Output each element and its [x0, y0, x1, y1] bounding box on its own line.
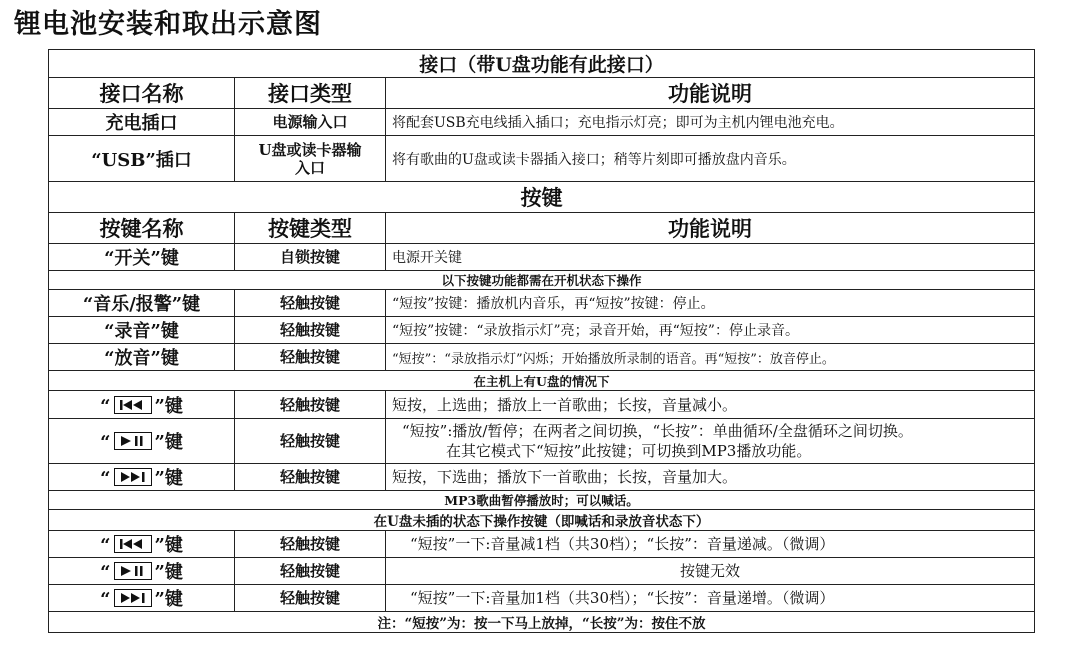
key-name: [49, 531, 235, 558]
note-usb: 在主机上有U盘的情况下: [49, 371, 1035, 391]
key-type: 轻触按键: [235, 391, 386, 419]
table-row: [49, 317, 1035, 344]
header-key-name: 按键名称: [49, 213, 235, 244]
key-name: [49, 419, 235, 464]
key-desc: 短按，下选曲；播放下一首歌曲；长按，音量加大。: [386, 464, 1035, 491]
quote-close: ”键: [154, 562, 183, 583]
key-desc-line2: 在其它模式下“短按”此按键；可切换到MP3播放功能。: [446, 442, 812, 460]
interface-desc: 将配套USB充电线插入插口；充电指示灯亮；即可为主机内锂电池充电。: [386, 109, 1035, 136]
quote-open: “: [100, 432, 111, 453]
header-key-function: 功能说明: [386, 213, 1035, 244]
key-type: 轻触按键: [235, 290, 386, 317]
key-name: “放音”键: [49, 344, 235, 371]
interface-section-row: [49, 50, 1035, 78]
keys-section-row: [49, 182, 1035, 213]
key-name: [49, 391, 235, 419]
interface-type: U盘或读卡器输入口: [235, 136, 386, 182]
quote-close: ”键: [154, 589, 183, 610]
key-desc-line1: “短按”:播放/暂停；在两者之间切换，“长按”：单曲循环/全盘循环之间切换。: [402, 422, 913, 440]
play-pause-icon: [114, 432, 152, 450]
note-row: [49, 491, 1035, 510]
next-icon: [114, 589, 152, 607]
key-desc: 电源开关键: [386, 244, 1035, 271]
table-row: [49, 136, 1035, 182]
interface-name: 充电插口: [49, 109, 235, 136]
key-type: 轻触按键: [235, 344, 386, 371]
interface-type: 电源输入口: [235, 109, 386, 136]
quote-open: “: [100, 395, 111, 417]
header-key-type: 按键类型: [235, 213, 386, 244]
key-type: 轻触按键: [235, 531, 386, 558]
table-row: [49, 109, 1035, 136]
quote-open: “: [100, 468, 111, 489]
table-row: [49, 464, 1035, 491]
keys-header-row: [49, 213, 1035, 244]
interface-name: “USB”插口: [49, 136, 235, 182]
table-row: [49, 585, 1035, 612]
key-type: 轻触按键: [235, 419, 386, 464]
table-row: [49, 290, 1035, 317]
key-name: “音乐/报警”键: [49, 290, 235, 317]
note-powered: 以下按键功能都需在开机状态下操作: [49, 271, 1035, 290]
note-mp3: MP3歌曲暂停播放时；可以喊话。: [49, 491, 1035, 510]
quote-close: ”键: [154, 395, 183, 417]
page-title: 锂电池安装和取出示意图: [14, 9, 322, 40]
key-type: 自锁按键: [235, 244, 386, 271]
note-no-usb: 在U盘未插的状态下操作按键（即喊话和录放音状态下）: [49, 510, 1035, 531]
header-interface-name: 接口名称: [49, 78, 235, 109]
quote-close: ”键: [154, 432, 183, 453]
key-desc: [386, 419, 1035, 464]
key-desc: 短按，上选曲；播放上一首歌曲；长按，音量减小。: [386, 391, 1035, 419]
key-desc: “短按”一下:音量加1档（共30档）；“长按”：音量递增。（微调）: [386, 585, 1035, 612]
table-row: [49, 531, 1035, 558]
key-desc: “短按”一下:音量减1档（共30档）；“长按”：音量递减。（微调）: [386, 531, 1035, 558]
footnote: 注：“短按”为：按一下马上放掉，“长按”为：按住不放: [49, 612, 1035, 633]
table-row: [49, 244, 1035, 271]
quote-open: “: [100, 562, 111, 583]
key-type: 轻触按键: [235, 464, 386, 491]
interface-header-row: [49, 78, 1035, 109]
header-interface-type: 接口类型: [235, 78, 386, 109]
key-type: 轻触按键: [235, 558, 386, 585]
play-pause-icon: [114, 562, 152, 580]
note-row: [49, 271, 1035, 290]
key-name: [49, 558, 235, 585]
table-row: [49, 558, 1035, 585]
quote-close: ”键: [154, 468, 183, 489]
table-row: [49, 344, 1035, 371]
key-desc: “短按”：“录放指示灯”闪烁；开始播放所录制的语音。再“短按”：放音停止。: [386, 344, 1035, 371]
quote-close: ”键: [154, 535, 183, 556]
prev-icon: [114, 535, 152, 553]
key-type: 轻触按键: [235, 317, 386, 344]
note-row: [49, 612, 1035, 633]
table-row: [49, 391, 1035, 419]
note-row: [49, 371, 1035, 391]
keys-section-title: 按键: [49, 182, 1035, 213]
key-name: [49, 585, 235, 612]
quote-open: “: [100, 589, 111, 610]
table-row: [49, 419, 1035, 464]
key-name: [49, 464, 235, 491]
prev-icon: [114, 396, 152, 414]
key-name: “录音”键: [49, 317, 235, 344]
key-type: 轻触按键: [235, 585, 386, 612]
note-row: [49, 510, 1035, 531]
next-icon: [114, 468, 152, 486]
interface-desc: 将有歌曲的U盘或读卡器插入接口；稍等片刻即可播放盘内音乐。: [386, 136, 1035, 182]
quote-open: “: [100, 535, 111, 556]
spec-table: [48, 49, 1035, 633]
key-desc: “短按”按键：“录放指示灯”亮；录音开始，再“短按”：停止录音。: [386, 317, 1035, 344]
interface-section-title: 接口（带U盘功能有此接口）: [49, 50, 1035, 78]
key-desc: “短按”按键：播放机内音乐，再“短按”按键：停止。: [386, 290, 1035, 317]
key-desc: 按键无效: [386, 558, 1035, 585]
header-function: 功能说明: [386, 78, 1035, 109]
key-name: “开关”键: [49, 244, 235, 271]
